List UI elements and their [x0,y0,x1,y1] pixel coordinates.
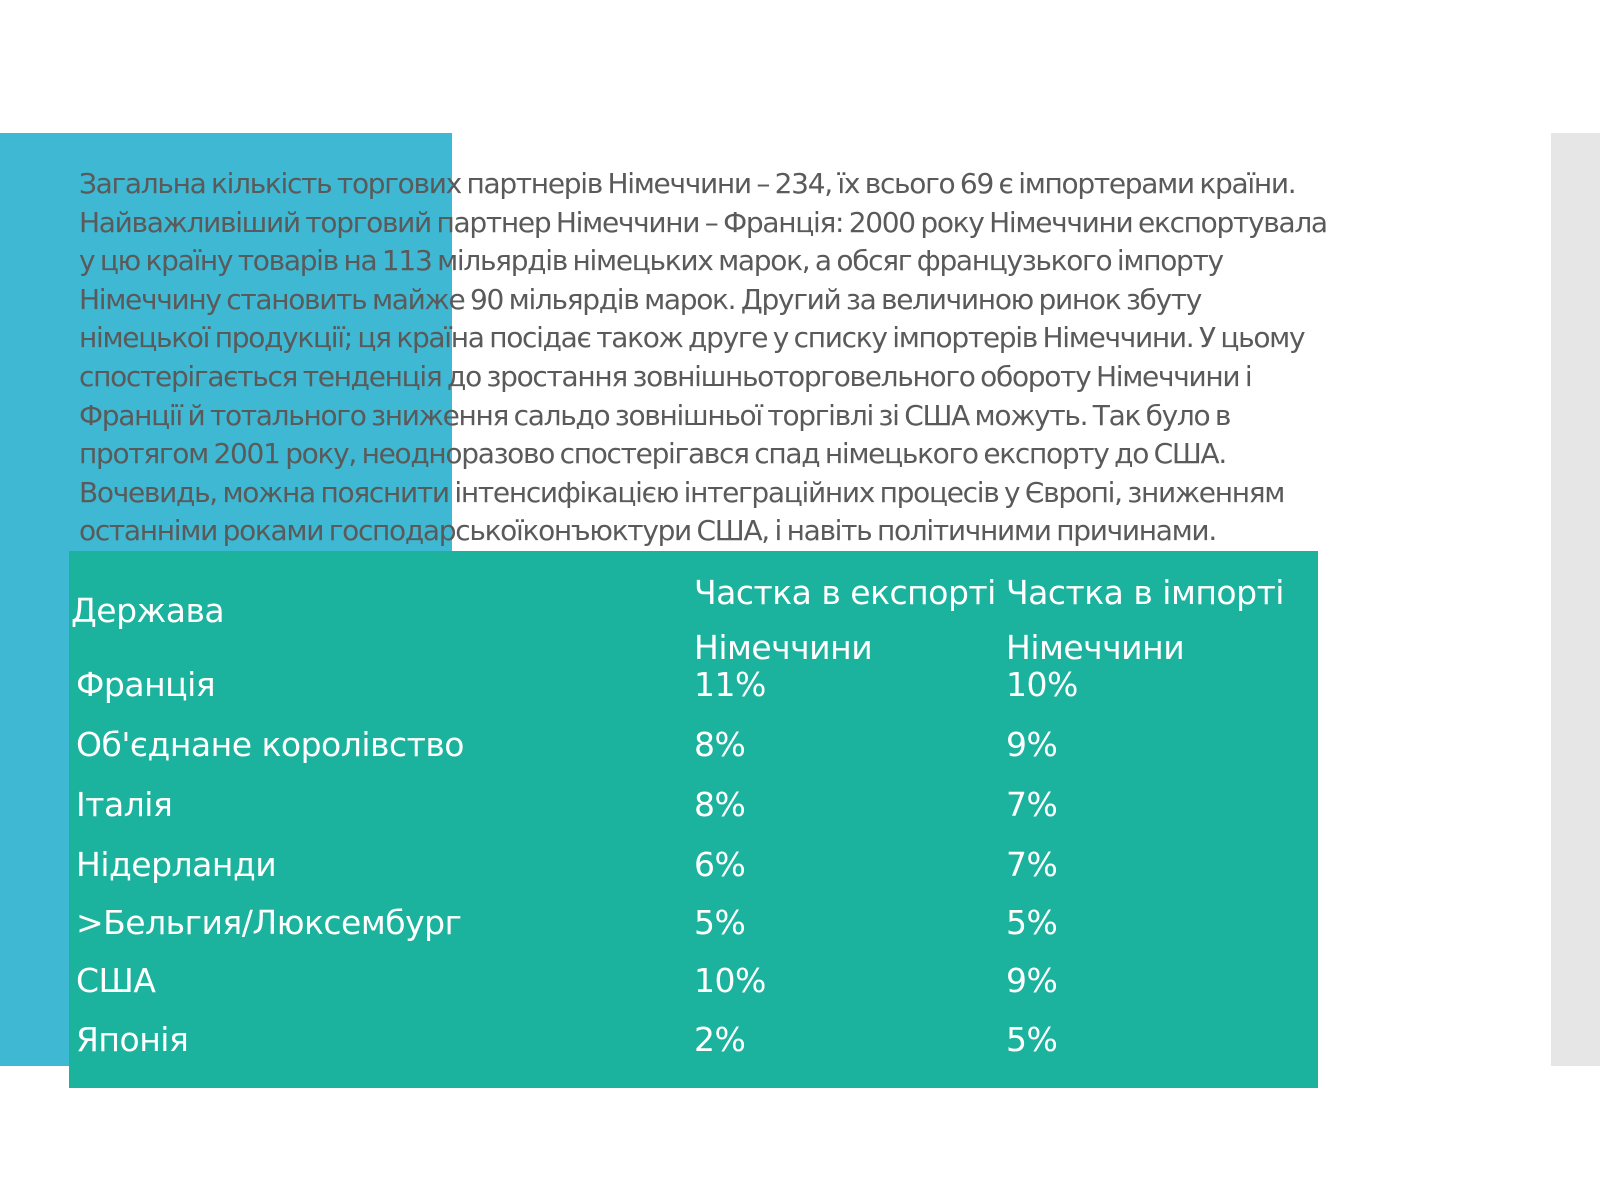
header-export-share [694,565,996,675]
row-country: Франція [76,665,216,704]
row-export: 2% [694,1020,746,1059]
intro-line: Найважливіший торговий партнер Німеччини – Франція: 2000 року Німеччини експортувала [79,205,1327,239]
trade-table [69,551,1318,1088]
row-country: Італія [76,785,173,824]
header-import-line: Німеччини [1006,628,1185,667]
row-export: 8% [694,725,746,764]
intro-line: Вочевидь, можна пояснити інтенсифікацією інтеграційних процесів у Європі, зниженням [79,475,1285,509]
intro-line: у цю країну товарів на 113 мільярдів німецьких марок, а обсяг французького імпорту [79,244,1223,278]
header-export-line: Німеччини [694,628,873,667]
intro-paragraph [79,165,1509,551]
intro-line: німецької продукції; ця країна посідає також друге у списку імпортерів Німеччини. У цьому [79,321,1305,355]
row-country: Японія [76,1020,189,1059]
header-country: Держава [71,591,225,630]
row-export: 11% [694,665,766,704]
row-import: 7% [1006,785,1058,824]
row-country: >Бельгия/Люксембург [76,903,462,942]
intro-line: останніми роками господарськоїконъюктури США, і навіть політичними причинами. [79,514,1216,548]
header-import-share [1006,565,1284,675]
row-export: 5% [694,903,746,942]
header-import-line: Частка в імпорті [1006,573,1284,612]
side-strip [1551,133,1600,1066]
row-import: 5% [1006,903,1058,942]
row-export: 6% [694,845,746,884]
intro-line: протягом 2001 року, неодноразово спостерігався спад німецького експорту до США. [79,437,1227,471]
intro-line: спостерігається тенденція до зростання зовнішньоторговельного обороту Німеччини і [79,359,1252,393]
intro-line: Франції й тотального зниження сальдо зовнішньої торгівлі зі США можуть. Так було в [79,398,1231,432]
header-export-line: Частка в експорті [694,573,996,612]
intro-line: Загальна кількість торгових партнерів Німеччини – 234, їх всього 69 є імпортерами країни. [79,167,1296,200]
row-import: 5% [1006,1020,1058,1059]
row-country: США [76,961,156,1000]
row-import: 9% [1006,961,1058,1000]
row-import: 7% [1006,845,1058,884]
row-import: 9% [1006,725,1058,764]
intro-line: Німеччину становить майже 90 мільярдів марок. Другий за величиною ринок збуту [79,282,1202,316]
row-country: Об'єднане королівство [76,725,464,764]
row-import: 10% [1006,665,1078,704]
row-export: 8% [694,785,746,824]
row-export: 10% [694,961,766,1000]
row-country: Нідерланди [76,845,277,884]
